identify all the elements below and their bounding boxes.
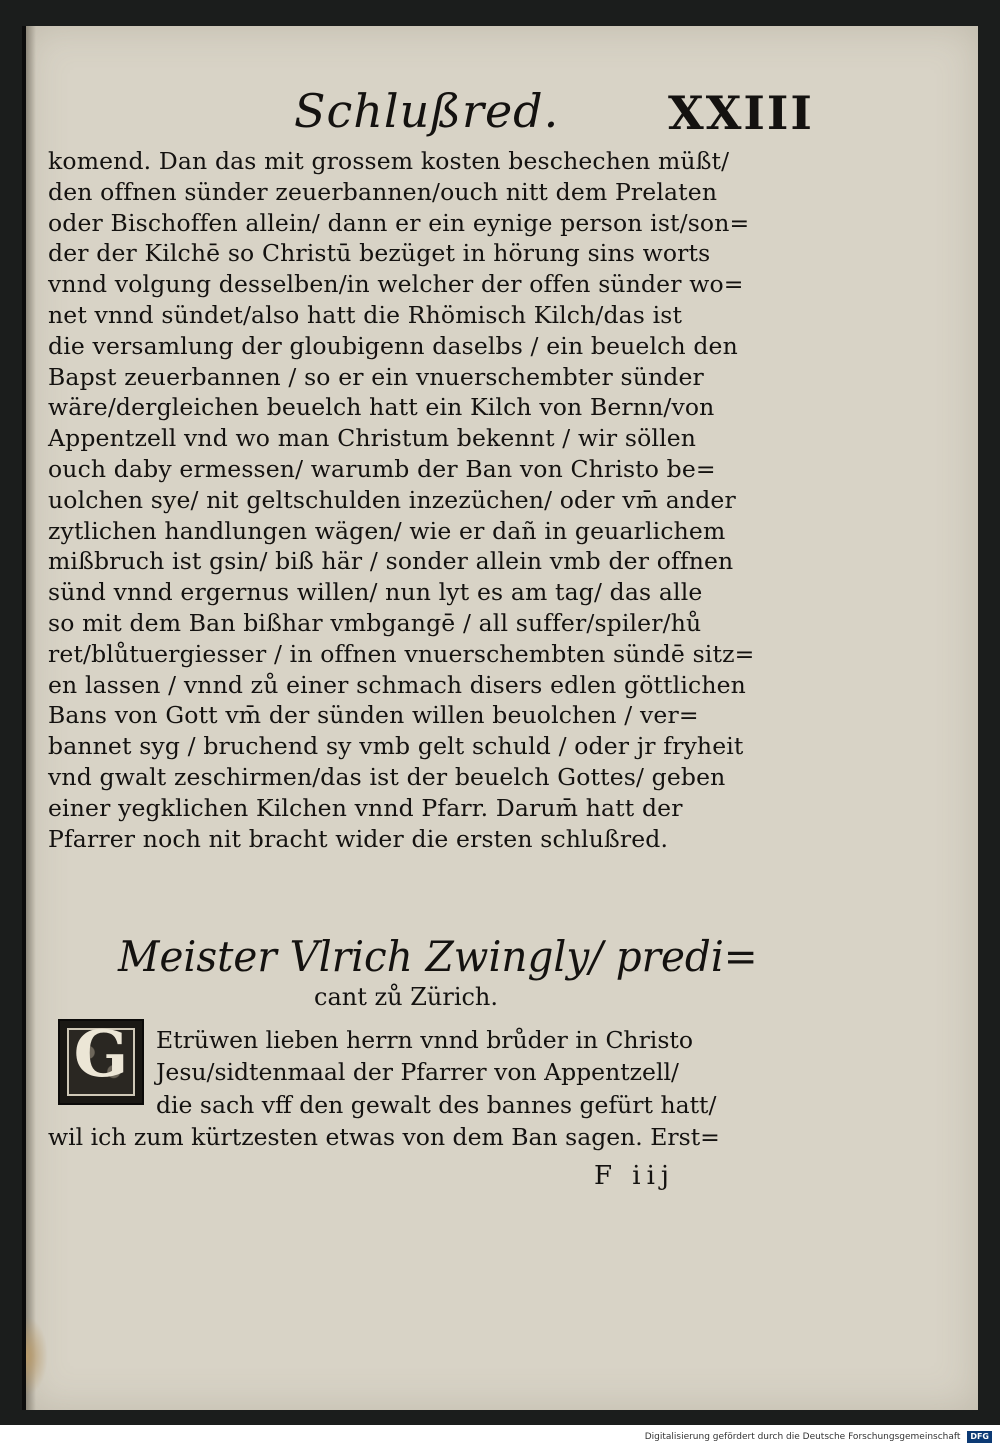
dfg-logo: DFG bbox=[967, 1431, 992, 1443]
text-line: ret/blůtuergiesser / in offnen vnuerschembten sündē sitz= bbox=[48, 639, 755, 668]
text-line: Bans von Gott vm̄ der sünden willen beuolchen / ver= bbox=[48, 701, 699, 730]
running-head-title: Schlußred. bbox=[294, 84, 560, 138]
text-line: bannet syg / bruchend sy vmb gelt schuld / oder jr fryheit bbox=[48, 732, 744, 761]
text-line: Jesu/sidtenmaal der Pfarrer von Appentzell/ bbox=[156, 1058, 679, 1087]
text-line: so mit dem Ban bißhar vmbgangē / all suffer/spiler/hů bbox=[48, 608, 702, 637]
decorated-initial bbox=[58, 1019, 144, 1105]
funding-notice-text: Digitalisierung gefördert durch die Deutsche Forschungsgemeinschaft bbox=[644, 1432, 961, 1442]
text-line: Appentzell vnd wo man Christum bekennt / wir söllen bbox=[48, 424, 697, 453]
text-line: einer yegklichen Kilchen vnnd Pfarr. Darum̄ hatt der bbox=[48, 793, 683, 822]
text-line: Etrüwen lieben herrn vnnd brůder in Christo bbox=[156, 1026, 693, 1054]
initial-letter: G bbox=[73, 1017, 129, 1092]
text-line: komend. Dan das mit grossem kosten beschechen müßt/ bbox=[48, 147, 730, 175]
signature-mark: F iij bbox=[594, 1161, 675, 1191]
text-line: mißbruch ist gsin/ biß här / sonder allein vmb der offnen bbox=[48, 547, 734, 576]
text-line: die sach vff den gewalt des bannes gefürt hatt/ bbox=[156, 1090, 717, 1119]
folio-number: XXIII bbox=[668, 86, 814, 140]
paragraph-text bbox=[156, 1024, 776, 1121]
text-line: net vnnd sündet/also hatt die Rhömisch Kilch/das ist bbox=[48, 300, 683, 329]
text-line: Pfarrer noch nit bracht wider die ersten schlußred. bbox=[48, 824, 669, 853]
text-line: vnd gwalt zeschirmen/das ist der beuelch Gottes/ geben bbox=[48, 762, 726, 791]
text-line: uolchen sye/ nit geltschulden inzezüchen/ oder vm̄ ander bbox=[48, 485, 736, 514]
text-line: Bapst zeuerbannen / so er ein vnuerschembter sünder bbox=[48, 362, 704, 391]
page-gutter-shadow bbox=[26, 26, 36, 1410]
text-line: sünd vnnd ergernus willen/ nun lyt es am tag/ das alle bbox=[48, 578, 703, 607]
text-line: die versamlung der gloubigenn daselbs / ein beuelch den bbox=[48, 331, 738, 360]
funding-notice bbox=[600, 1430, 992, 1446]
section-heading-line-1: Meister Vlrich Zwingly/ predi= bbox=[118, 932, 758, 981]
text-line: en lassen / vnnd zů einer schmach disers edlen göttlichen bbox=[48, 670, 746, 699]
text-line: der der Kilchē so Christū bezüget in hörung sins worts bbox=[48, 239, 711, 268]
text-line: wäre/dergleichen beuelch hatt ein Kilch von Bernn/von bbox=[48, 393, 715, 422]
text-line: zytlichen handlungen wägen/ wie er dañ in geuarlichem bbox=[48, 516, 726, 545]
section-heading bbox=[118, 932, 758, 1012]
page-stain bbox=[26, 1316, 48, 1396]
paragraph-last-line: wil ich zum kürtzesten etwas von dem Ban sagen. Erst= bbox=[48, 1123, 720, 1151]
body-text bbox=[48, 146, 778, 854]
section-heading-line-2: cant zů Zürich. bbox=[314, 983, 499, 1011]
book-page bbox=[22, 26, 978, 1410]
text-line: den offnen sünder zeuerbannen/ouch nitt dem Prelaten bbox=[48, 177, 718, 206]
text-line: vnnd volgung desselben/in welcher der offen sünder wo= bbox=[48, 270, 744, 299]
text-line: ouch daby ermessen/ warumb der Ban von Christo be= bbox=[48, 454, 716, 483]
text-line: oder Bischoffen allein/ dann er ein eynige person ist/son= bbox=[48, 208, 750, 237]
